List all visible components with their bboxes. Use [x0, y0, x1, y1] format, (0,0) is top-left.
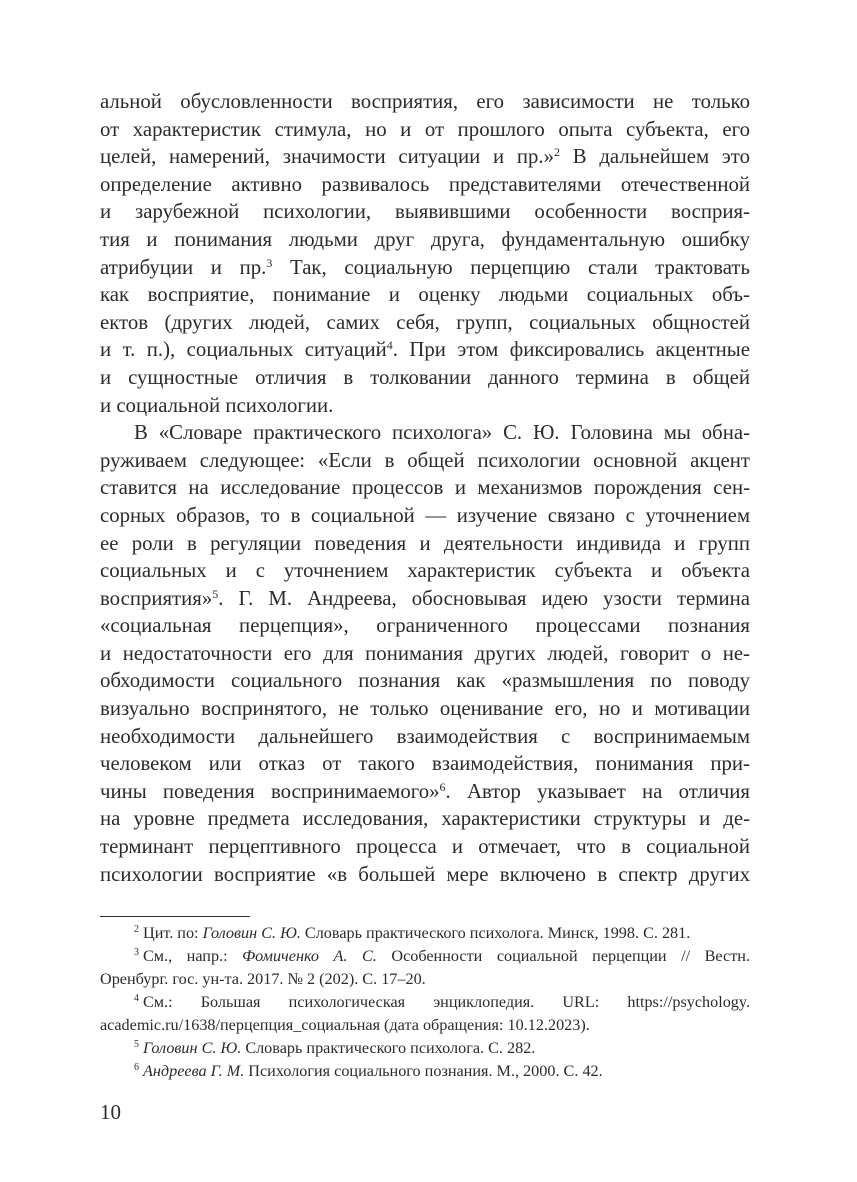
footnote-ref[interactable]: 2	[554, 145, 560, 160]
footnote-5: $^5$ Головин С. Ю. Словарь практического психолога. С. 282.	[134, 1039, 536, 1057]
text-line: необходимости дальнейшего взаимодействия с воспринимаемым	[100, 724, 750, 748]
text-line: и сущностные отличия в толковании данного термина в общей	[100, 365, 750, 389]
text-line: и недостаточности его для понимания других людей, говорит о не-	[100, 641, 750, 665]
body-text	[100, 88, 750, 888]
page-number: 10	[100, 1100, 121, 1124]
footnote-3: $^3$ См., напр.: Фомиченко А. С. Особенности социальной перцепции // Вестн.	[134, 947, 750, 965]
footnote-2: $^2$ Цит. по: Головин С. Ю. Словарь практического психолога. Минск, 1998. С. 281.	[134, 924, 691, 942]
footnote-4-cont: academic.ru/1638/перцепция_социальная (дата обращения: 10.12.2023).	[100, 1016, 590, 1034]
footnotes	[100, 922, 750, 1083]
text-line: альной обусловленности восприятия, его зависимости не только	[100, 90, 750, 113]
text-line: визуально воспринятого, не только оценивание его, но и мотивации	[100, 697, 750, 721]
text-line: как восприятие, понимание и оценку людьми социальных объ-	[100, 283, 750, 307]
text-line: и социальной психологии.	[100, 393, 334, 417]
text-line: обходимости социального познания как «размышления по поводу	[100, 669, 750, 693]
text-line: руживаем следующее: «Если в общей психологии основной акцент	[100, 448, 750, 472]
footnote-3-cont: Оренбург. гос. ун-та. 2017. № 2 (202). С. 17–20.	[100, 970, 426, 988]
text-line: на уровне предмета исследования, характеристики структуры и де-	[100, 807, 750, 831]
footnote-ref[interactable]: 3	[266, 255, 273, 270]
footnote-ref[interactable]: 6	[439, 779, 446, 794]
text-line: определение активно развивалось представителями отечественной	[100, 172, 750, 196]
footnote-ref[interactable]: 5	[212, 586, 219, 601]
text-line: ее роли в регуляции поведения и деятельности индивида и групп	[100, 531, 750, 555]
text-line: атрибуции и пр.$^3$ Так, социальную перцепцию стали трактовать	[100, 255, 750, 279]
text-line: тия и понимания людьми друг друга, фундаментальную ошибку	[100, 227, 750, 251]
text-line: человеком или отказ от такого взаимодействия, понимания при-	[100, 752, 750, 776]
footnote-6: $^6$ Андреева Г. М. Психология социального познания. М., 2000. С. 42.	[134, 1062, 603, 1080]
text-line: социальных и с уточнением характеристик субъекта и объекта	[100, 559, 750, 583]
text-line: чины поведения воспринимаемого»$^6$. Автор указывает на отличия	[100, 779, 750, 803]
text-line: ставится на исследование процессов и механизмов порождения сен-	[100, 476, 750, 500]
text-line: и т. п.), социальных ситуаций$^4$. При этом фиксировались акцентные	[100, 338, 750, 362]
text-line: ектов (других людей, самих себя, групп, социальных общностей	[100, 310, 750, 334]
text-line: «социальная перцепция», ограниченного процессами познания	[100, 614, 750, 638]
footnote-ref[interactable]: 4	[386, 338, 393, 353]
text-line: В «Словаре практического психолога» С. Ю. Головина мы обна-	[134, 421, 750, 445]
text-line: психологии восприятие «в большей мере включено в спектр других	[100, 862, 750, 886]
text-line: и зарубежной психологии, выявившими особенности восприя-	[100, 200, 750, 224]
text-line: целей, намерений, значимости ситуации и пр.»$^2$ В дальнейшем это	[100, 145, 750, 169]
footnote-4: $^4$ См.: Большая психологическая энциклопедия. URL: https://psychology.	[134, 993, 750, 1011]
text-line: терминант перцептивного процесса и отмечает, что в социальной	[100, 835, 750, 859]
text-line: восприятия»$^5$. Г. М. Андреева, обосновывая идею узости термина	[100, 586, 750, 610]
text-line: сорных образов, то в социальной — изучение связано с уточнением	[100, 503, 750, 527]
footnote-divider	[100, 916, 250, 917]
text-line: от характеристик стимула, но и от прошлого опыта субъекта, его	[100, 117, 750, 141]
